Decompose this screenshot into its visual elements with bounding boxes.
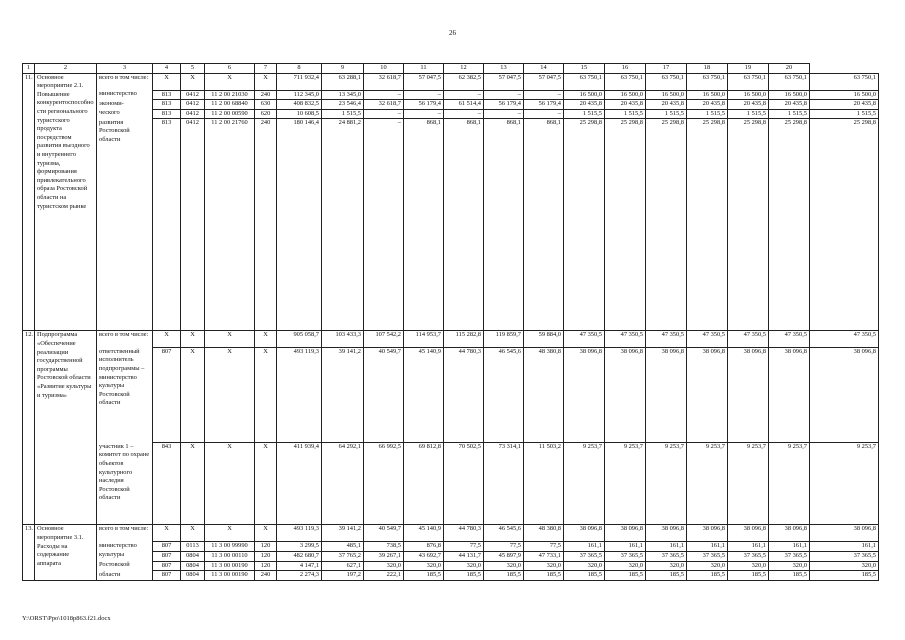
budget-table (22, 63, 879, 581)
amount-cell: 197,2 (322, 571, 364, 581)
expense-type-code: X (255, 348, 277, 443)
amount-cell: 20 435,8 (687, 100, 728, 110)
amount-cell: 161,1 (646, 542, 687, 552)
amount-cell: 38 096,8 (605, 348, 646, 443)
amount-cell: 37 365,5 (810, 551, 879, 561)
section-code: 0804 (181, 571, 205, 581)
amount-cell: 20 435,8 (810, 100, 879, 110)
ministry-code: X (153, 73, 181, 90)
amount-cell: – (444, 109, 484, 119)
amount-cell: 63 750,1 (769, 73, 810, 90)
amount-cell: 70 502,5 (444, 443, 484, 525)
section-code: X (181, 331, 205, 348)
amount-cell: 114 953,7 (404, 331, 444, 348)
amount-cell: 2 274,3 (277, 571, 322, 581)
amount-cell: 320,0 (484, 561, 524, 571)
file-path-footer: Y:\ORST\Ppo\1018p863.f21.docx (22, 615, 111, 622)
amount-cell: 185,5 (810, 571, 879, 581)
section-code: 0412 (181, 90, 205, 100)
target-article-code: X (205, 348, 255, 443)
expense-type-code: 240 (255, 571, 277, 581)
amount-cell: 738,5 (364, 542, 404, 552)
amount-cell: 40 549,7 (364, 525, 404, 542)
amount-cell: 161,1 (810, 542, 879, 552)
amount-cell: 185,5 (564, 571, 605, 581)
section-code: 0804 (181, 551, 205, 561)
amount-cell: 38 096,8 (810, 348, 879, 443)
amount-cell: 25 298,8 (687, 119, 728, 331)
amount-cell: 9 253,7 (564, 443, 605, 525)
amount-cell: 11 503,2 (524, 443, 564, 525)
target-article-code: 11 3 00 00190 (205, 571, 255, 581)
amount-cell: 320,0 (524, 561, 564, 571)
amount-cell: 38 096,8 (687, 525, 728, 542)
amount-cell: 320,0 (564, 561, 605, 571)
ministry-code: X (153, 525, 181, 542)
expense-type-code: 240 (255, 119, 277, 331)
section-code: X (181, 348, 205, 443)
amount-cell: 39 141,2 (322, 348, 364, 443)
table-row (23, 90, 879, 100)
amount-cell: – (364, 119, 404, 331)
amount-cell: 20 435,8 (646, 100, 687, 110)
amount-cell: 25 298,8 (769, 119, 810, 331)
expense-type-code: 240 (255, 90, 277, 100)
amount-cell: 56 179,4 (484, 100, 524, 110)
column-number: 13 (484, 64, 524, 74)
target-article-code: 11 3 00 00110 (205, 551, 255, 561)
amount-cell: 38 096,8 (564, 348, 605, 443)
expense-type-code: X (255, 443, 277, 525)
section-code: X (181, 73, 205, 90)
amount-cell: 56 179,4 (404, 100, 444, 110)
amount-cell: 59 884,0 (524, 331, 564, 348)
ministry-code: 807 (153, 542, 181, 552)
amount-cell: 38 096,8 (728, 525, 769, 542)
column-number: 7 (255, 64, 277, 74)
amount-cell: 63 750,1 (687, 73, 728, 90)
amount-cell: 25 298,8 (564, 119, 605, 331)
amount-cell: 20 435,8 (564, 100, 605, 110)
amount-cell: 63 750,1 (564, 73, 605, 90)
column-number: 11 (404, 64, 444, 74)
amount-cell: 32 618,7 (364, 100, 404, 110)
executor: ответственный исполнитель подпрограммы – министерство культуры Ростовской области (97, 348, 153, 443)
amount-cell: 1 515,5 (605, 109, 646, 119)
column-number: 17 (646, 64, 687, 74)
amount-cell: 37 365,5 (605, 551, 646, 561)
expense-type-code: X (255, 73, 277, 90)
executor: области (97, 571, 153, 581)
amount-cell: 4 147,1 (277, 561, 322, 571)
amount-cell: 185,5 (728, 571, 769, 581)
amount-cell: 16 500,0 (646, 90, 687, 100)
amount-cell: 485,1 (322, 542, 364, 552)
expense-type-code: X (255, 525, 277, 542)
column-number: 15 (564, 64, 605, 74)
amount-cell: 1 515,5 (687, 109, 728, 119)
amount-cell: 185,5 (769, 571, 810, 581)
amount-cell: 185,5 (646, 571, 687, 581)
amount-cell: 868,1 (524, 119, 564, 331)
column-number: 1 (23, 64, 35, 74)
executor: Ростовской (97, 561, 153, 571)
target-article-code: X (205, 331, 255, 348)
amount-cell: 185,5 (444, 571, 484, 581)
amount-cell: 16 500,0 (687, 90, 728, 100)
amount-cell: 32 618,7 (364, 73, 404, 90)
amount-cell: 185,5 (404, 571, 444, 581)
row-number: 13. (23, 525, 35, 580)
executor: экономи- (97, 100, 153, 110)
amount-cell: 185,5 (687, 571, 728, 581)
amount-cell: 493 119,3 (277, 525, 322, 542)
amount-cell: 185,5 (605, 571, 646, 581)
expense-type-code: 630 (255, 100, 277, 110)
amount-cell: 69 812,8 (404, 443, 444, 525)
amount-cell: 493 119,3 (277, 348, 322, 443)
executor: министерство (97, 542, 153, 552)
ministry-code: 807 (153, 571, 181, 581)
amount-cell: 38 096,8 (769, 348, 810, 443)
table-row (23, 119, 879, 331)
amount-cell: 56 179,4 (524, 100, 564, 110)
amount-cell: 38 096,8 (769, 525, 810, 542)
amount-cell: 868,1 (404, 119, 444, 331)
amount-cell: 39 141,2 (322, 525, 364, 542)
expense-type-code: 120 (255, 542, 277, 552)
amount-cell: 57 047,5 (484, 73, 524, 90)
amount-cell: 112 345,0 (277, 90, 322, 100)
amount-cell: 63 750,1 (605, 73, 646, 90)
amount-cell: 868,1 (484, 119, 524, 331)
amount-cell: 1 515,5 (810, 109, 879, 119)
ministry-code: 807 (153, 348, 181, 443)
amount-cell: 161,1 (564, 542, 605, 552)
executor: всего в том числе: (97, 73, 153, 90)
target-article-code: 11 2 00 21760 (205, 119, 255, 331)
target-article-code: 11 2 00 00590 (205, 109, 255, 119)
column-number: 18 (687, 64, 728, 74)
target-article-code: X (205, 443, 255, 525)
amount-cell: – (404, 90, 444, 100)
amount-cell: 16 500,0 (728, 90, 769, 100)
target-article-code: 11 2 00 68840 (205, 100, 255, 110)
amount-cell: 868,1 (444, 119, 484, 331)
ministry-code: X (153, 331, 181, 348)
table-row (23, 100, 879, 110)
amount-cell: 66 992,5 (364, 443, 404, 525)
amount-cell: 25 298,8 (728, 119, 769, 331)
amount-cell: 44 780,3 (444, 348, 484, 443)
amount-cell: 107 542,2 (364, 331, 404, 348)
section-code: 0113 (181, 542, 205, 552)
column-number: 20 (769, 64, 810, 74)
amount-cell: 47 350,5 (769, 331, 810, 348)
ministry-code: 807 (153, 561, 181, 571)
amount-cell: 73 314,1 (484, 443, 524, 525)
row-number: 11. (23, 73, 35, 331)
amount-cell: – (484, 109, 524, 119)
amount-cell: 39 267,1 (364, 551, 404, 561)
amount-cell: 161,1 (728, 542, 769, 552)
amount-cell: 115 282,8 (444, 331, 484, 348)
ministry-code: 813 (153, 100, 181, 110)
amount-cell: 47 733,1 (524, 551, 564, 561)
amount-cell: 119 859,7 (484, 331, 524, 348)
amount-cell: 77,5 (484, 542, 524, 552)
amount-cell: 180 146,4 (277, 119, 322, 331)
table-row (23, 73, 879, 90)
amount-cell: 25 298,8 (810, 119, 879, 331)
amount-cell: 320,0 (728, 561, 769, 571)
amount-cell: 161,1 (605, 542, 646, 552)
ministry-code: 813 (153, 109, 181, 119)
amount-cell: 38 096,8 (646, 525, 687, 542)
expense-type-code: 120 (255, 551, 277, 561)
amount-cell: 20 435,8 (605, 100, 646, 110)
amount-cell: 711 932,4 (277, 73, 322, 90)
amount-cell: 38 096,8 (687, 348, 728, 443)
amount-cell: 37 365,5 (646, 551, 687, 561)
amount-cell: 47 350,5 (810, 331, 879, 348)
column-number: 8 (277, 64, 322, 74)
section-code: 0412 (181, 109, 205, 119)
amount-cell: 9 253,7 (646, 443, 687, 525)
amount-cell: – (524, 109, 564, 119)
amount-cell: 16 500,0 (564, 90, 605, 100)
amount-cell: 63 750,1 (810, 73, 879, 90)
amount-cell: 16 500,0 (810, 90, 879, 100)
amount-cell: 9 253,7 (687, 443, 728, 525)
amount-cell: 20 435,8 (769, 100, 810, 110)
amount-cell: 320,0 (646, 561, 687, 571)
amount-cell: 38 096,8 (810, 525, 879, 542)
amount-cell: – (524, 90, 564, 100)
amount-cell: 320,0 (364, 561, 404, 571)
amount-cell: 63 750,1 (646, 73, 687, 90)
amount-cell: 103 433,3 (322, 331, 364, 348)
amount-cell: – (364, 90, 404, 100)
amount-cell: – (444, 90, 484, 100)
amount-cell: 37 365,5 (728, 551, 769, 561)
amount-cell: 44 131,7 (444, 551, 484, 561)
page-number: 26 (449, 29, 456, 37)
amount-cell: 37 365,5 (564, 551, 605, 561)
amount-cell: 43 692,7 (404, 551, 444, 561)
amount-cell: 47 350,5 (564, 331, 605, 348)
amount-cell: 37 365,5 (769, 551, 810, 561)
row-number: 12. (23, 331, 35, 525)
amount-cell: 23 546,4 (322, 100, 364, 110)
amount-cell: 77,5 (444, 542, 484, 552)
column-number: 12 (444, 64, 484, 74)
amount-cell: 64 292,1 (322, 443, 364, 525)
amount-cell: 9 253,7 (769, 443, 810, 525)
amount-cell: 482 680,7 (277, 551, 322, 561)
amount-cell: 46 545,6 (484, 348, 524, 443)
expense-type-code: 620 (255, 109, 277, 119)
amount-cell: 37 765,2 (322, 551, 364, 561)
amount-cell: 1 515,5 (322, 109, 364, 119)
amount-cell: 9 253,7 (605, 443, 646, 525)
target-article-code: 11 3 00 00190 (205, 561, 255, 571)
amount-cell: 627,1 (322, 561, 364, 571)
section-code: 0804 (181, 561, 205, 571)
section-code: 0412 (181, 100, 205, 110)
executor: участник 1 – комитет по охране объектов культурного наследия Ростовской области (97, 443, 153, 525)
table-row (23, 542, 879, 552)
table-row (23, 551, 879, 561)
amount-cell: 25 298,8 (646, 119, 687, 331)
amount-cell: 876,8 (404, 542, 444, 552)
amount-cell: 57 047,5 (404, 73, 444, 90)
amount-cell: 45 897,9 (484, 551, 524, 561)
amount-cell: 1 515,5 (769, 109, 810, 119)
table-row (23, 561, 879, 571)
table-row (23, 525, 879, 542)
amount-cell: 411 939,4 (277, 443, 322, 525)
column-number: 10 (364, 64, 404, 74)
amount-cell: 24 881,2 (322, 119, 364, 331)
column-number: 5 (181, 64, 205, 74)
amount-cell: 47 350,5 (605, 331, 646, 348)
amount-cell: 13 345,0 (322, 90, 364, 100)
column-number: 19 (728, 64, 769, 74)
amount-cell: 47 350,5 (728, 331, 769, 348)
amount-cell: 62 382,5 (444, 73, 484, 90)
ministry-code: 813 (153, 119, 181, 331)
ministry-code: 843 (153, 443, 181, 525)
amount-cell: – (404, 109, 444, 119)
amount-cell: 16 500,0 (605, 90, 646, 100)
amount-cell: 185,5 (484, 571, 524, 581)
program-name: Подпрограмма «Обеспечение реализации государственной программы Ростовской области «Развитие культуры и туризма» (35, 331, 97, 525)
section-code: X (181, 525, 205, 542)
amount-cell: 320,0 (605, 561, 646, 571)
section-code: 0412 (181, 119, 205, 331)
amount-cell: 61 514,4 (444, 100, 484, 110)
amount-cell: 185,5 (524, 571, 564, 581)
amount-cell: 20 435,8 (728, 100, 769, 110)
amount-cell: 9 253,7 (810, 443, 879, 525)
amount-cell: 47 350,5 (646, 331, 687, 348)
table-row (23, 571, 879, 581)
expense-type-code: 120 (255, 561, 277, 571)
amount-cell: 40 549,7 (364, 348, 404, 443)
column-number: 14 (524, 64, 564, 74)
amount-cell: 37 365,5 (687, 551, 728, 561)
amount-cell: 44 780,3 (444, 525, 484, 542)
table-row (23, 331, 879, 348)
column-number: 3 (97, 64, 153, 74)
amount-cell: 63 750,1 (728, 73, 769, 90)
amount-cell: 38 096,8 (728, 348, 769, 443)
target-article-code: X (205, 73, 255, 90)
amount-cell: 38 096,8 (564, 525, 605, 542)
executor: ческого (97, 109, 153, 119)
amount-cell: 3 299,5 (277, 542, 322, 552)
amount-cell: 25 298,8 (605, 119, 646, 331)
amount-cell: 46 545,6 (484, 525, 524, 542)
executor: всего в том числе: (97, 331, 153, 348)
amount-cell: 48 380,8 (524, 348, 564, 443)
amount-cell: 16 500,0 (769, 90, 810, 100)
amount-cell: 63 288,1 (322, 73, 364, 90)
amount-cell: – (484, 90, 524, 100)
amount-cell: 222,1 (364, 571, 404, 581)
target-article-code: 11 3 00 99990 (205, 542, 255, 552)
executor: развития Ростовской области (97, 119, 153, 331)
amount-cell: 161,1 (769, 542, 810, 552)
amount-cell: 45 140,9 (404, 525, 444, 542)
executor: культуры (97, 551, 153, 561)
amount-cell: 320,0 (769, 561, 810, 571)
ministry-code: 813 (153, 90, 181, 100)
amount-cell: 1 515,5 (646, 109, 687, 119)
column-number: 16 (605, 64, 646, 74)
column-number: 2 (35, 64, 97, 74)
target-article-code: 11 2 00 21030 (205, 90, 255, 100)
program-name: Основное мероприятие 3.1. Расходы на содержание аппарата (35, 525, 97, 580)
column-number: 4 (153, 64, 181, 74)
table-row (23, 443, 879, 525)
amount-cell: 1 515,5 (564, 109, 605, 119)
section-code: X (181, 443, 205, 525)
column-number: 9 (322, 64, 364, 74)
amount-cell: – (364, 109, 404, 119)
executor: всего в том числе: (97, 525, 153, 542)
program-name: Основное мероприятие 2.1. Повышение конкурентоспособности регионального туристского продукта посредством развития въездного и внутреннего туризма, формирования привлекательного образа Ростовской области на туристском рынке (35, 73, 97, 331)
amount-cell: 161,1 (687, 542, 728, 552)
amount-cell: 905 058,7 (277, 331, 322, 348)
table-row (23, 348, 879, 443)
column-number: 6 (205, 64, 255, 74)
amount-cell: 408 832,5 (277, 100, 322, 110)
amount-cell: 77,5 (524, 542, 564, 552)
amount-cell: 320,0 (444, 561, 484, 571)
amount-cell: 45 140,9 (404, 348, 444, 443)
amount-cell: 38 096,8 (605, 525, 646, 542)
amount-cell: 1 515,5 (728, 109, 769, 119)
amount-cell: 38 096,8 (646, 348, 687, 443)
amount-cell: 320,0 (687, 561, 728, 571)
executor: министерство (97, 90, 153, 100)
target-article-code: X (205, 525, 255, 542)
amount-cell: 320,0 (404, 561, 444, 571)
amount-cell: 10 608,5 (277, 109, 322, 119)
amount-cell: 48 380,8 (524, 525, 564, 542)
column-number-row (23, 64, 879, 74)
ministry-code: 807 (153, 551, 181, 561)
expense-type-code: X (255, 331, 277, 348)
amount-cell: 57 047,5 (524, 73, 564, 90)
amount-cell: 47 350,5 (687, 331, 728, 348)
amount-cell: 320,0 (810, 561, 879, 571)
amount-cell: 9 253,7 (728, 443, 769, 525)
table-row (23, 109, 879, 119)
